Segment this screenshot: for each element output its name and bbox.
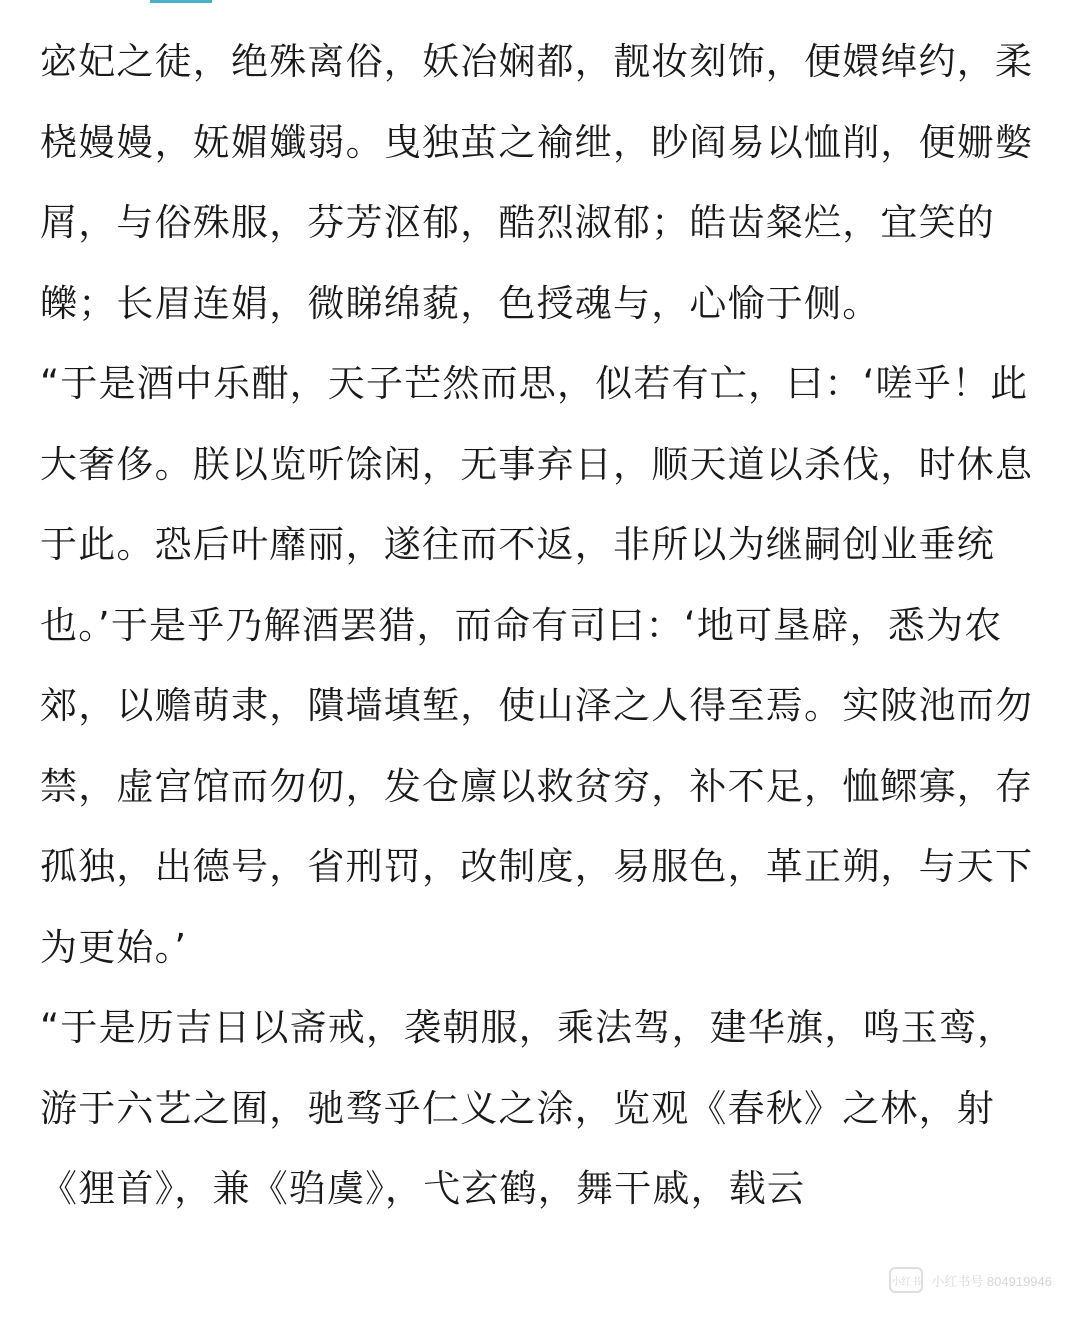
watermark-logo-icon: 小红书 [889, 1267, 923, 1293]
paragraph-3: “于是历吉日以斋戒，袭朝服，乘法驾，建华旗，鸣玉鸾，游于六艺之囿，驰骛乎仁义之涂，览观《春秋》之林，射《狸首》，兼《驺虞》，弋玄鹤，舞干戚，载云 [40, 1006, 1016, 1210]
watermark-text: 小红书号 804919946 [931, 1273, 1052, 1289]
top-accent-bar [150, 0, 212, 3]
article-body [40, 22, 1044, 1230]
paragraph-2: “于是酒中乐酣，天子芒然而思，似若有亡，曰：‘嗟乎！此大奢侈。朕以览听馀闲，无事弃日，顺天道以杀伐，时休息于此。恐后叶靡丽，遂往而不返，非所以为继嗣创业垂统也。’于是乎乃解酒罢猎，而命有司曰：‘地可垦辟，悉为农郊，以赡萌隶，隤墙填堑，使山泽之人得至焉。实陂池而勿禁，虚宫馆而勿仞，发仓廪以救贫穷，补不足，恤鳏寡，存孤独，出德号，省刑罚，改制度，易服色，革正朔，与天下为更始。’ [40, 362, 1034, 969]
watermark [889, 1267, 1052, 1293]
paragraph-1: 宓妃之徒，绝殊离俗，妖冶娴都，靓妆刻饰，便嬛绰约，柔桡嫚嫚，妩媚孅弱。曳独茧之褕绁，眇阎易以恤削，便姗嫳屑，与俗殊服，芬芳沤郁，酷烈淑郁；皓齿粲烂，宜笑的皪；长眉连娟，微睇绵藐，色授魂与，心愉于侧。 [40, 40, 1034, 325]
